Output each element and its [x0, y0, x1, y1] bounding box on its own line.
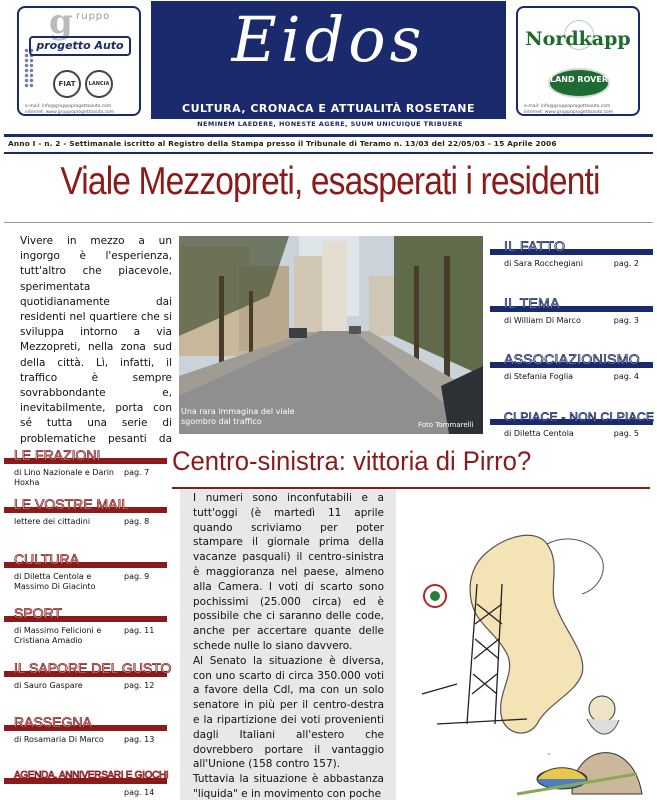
section-title: RASSEGNA: [14, 714, 92, 730]
progetto-auto-logo: progetto Auto: [29, 36, 131, 56]
section-page: pag. 4: [613, 372, 639, 381]
section-title: ASSOCIAZIONISMO: [504, 351, 640, 367]
gruppo-logo-word: ruppo: [76, 11, 111, 22]
index-left-item[interactable]: [4, 714, 167, 758]
article-paragraph: Al Senato la situazione è diversa, con uno scarto di circa 350.000 voti a favore della Cdl, ma con un solo senatore in più per il centro-destra e la ripartizione dei voti provenienti dagli Italiani all'estero che dovrebbero portare il vantaggio all'Unione (158 contro 157).: [193, 654, 384, 771]
issue-line: Anno I - n. 2 - Settimanale iscritto al Registro della Stampa presso il Tribunale di Teramo n. 13/03 del 22/05/03 - 15 Aprile 2006: [8, 139, 557, 148]
section-page: pag. 2: [613, 259, 639, 268]
section-title: AGENDA, ANNIVERSARI E GIOCHI: [14, 770, 169, 781]
rule-bottom: [4, 152, 653, 154]
section-page: pag. 3: [613, 316, 639, 325]
section-author: di Massimo Felicioni e Cristiana Amadio: [14, 626, 102, 645]
index-left-item[interactable]: [4, 496, 167, 540]
section-page: pag. 7: [124, 468, 150, 477]
photo-caption: Una rara immagina del viale sgombro dal traffico: [181, 407, 295, 426]
section-page: pag. 12: [124, 681, 155, 690]
main-headline: Viale Mezzopreti, esasperati i residenti: [60, 160, 600, 203]
section-author: di Diletta Centola: [504, 429, 574, 438]
article-paragraph: I numeri sono inconfutabili e a tutt'oggi (è martedì 11 aprile quando scriviamo per poter stampare il giornale prima della vacanze pasquali) il centro-sinistra è maggioranza nel paese, almeno alla Camera. I voti di scarto sono pochissimi (25.000 circa) ed è possibile che ci saranno delle code, anche per accertare quante delle schede nulle lo siano davvero.: [193, 492, 384, 652]
section-author: di Diletta Centola e Massimo Di Giacinto: [14, 572, 96, 591]
section-title: IL FATTO: [504, 238, 566, 254]
article-headline: Centro-sinistra: vittoria di Pirro?: [172, 446, 532, 476]
cartoon-drawing: [397, 494, 654, 800]
article-paragraph: Tuttavia la situazione è abbastanza "liquida" e in movimento con poche: [193, 773, 384, 800]
section-title: IL TEMA: [504, 295, 560, 311]
political-cartoon-illustration: [397, 494, 654, 800]
index-left-item[interactable]: [4, 551, 167, 595]
ad-email: e-mail: info@gruppoprogettoauto.com: [524, 104, 611, 109]
land-rover-logo: LAND ROVER: [548, 68, 610, 98]
ad-gruppo-progetto-auto: [17, 6, 141, 116]
ad-email: e-mail: info@gruppoprogettoauto.com: [25, 104, 112, 109]
rule-top: [4, 134, 653, 137]
newspaper-title: Eidos: [231, 3, 426, 76]
section-author: di Sauro Gaspare: [14, 681, 83, 690]
section-page: pag. 9: [124, 572, 150, 581]
section-title: CULTURA: [14, 551, 80, 567]
index-right-item[interactable]: [490, 238, 653, 282]
photo-credit: Foto Tommarelli: [418, 421, 474, 429]
index-right-item[interactable]: [490, 295, 653, 339]
ad-website: internet: www.gruppoprogettoauto.com: [25, 110, 115, 115]
ad-nordkapp: [516, 6, 640, 116]
section-author: di Sara Rocchegiani: [504, 259, 583, 268]
section-author: di William Di Marco: [504, 316, 581, 325]
index-left-item[interactable]: [4, 447, 167, 491]
section-title: LE FRAZIONI: [14, 447, 101, 463]
svg-text:~: ~: [547, 752, 552, 758]
masthead-title-box: [151, 1, 506, 119]
section-title: LE VOSTRE MAIL: [14, 496, 130, 512]
section-page: pag. 8: [124, 517, 150, 526]
section-author: di Lino Nazionale e Darin Hoxha: [14, 468, 115, 487]
section-page: pag. 5: [613, 429, 639, 438]
article-body: [180, 489, 396, 800]
index-right-item[interactable]: [490, 351, 653, 395]
index-left-item[interactable]: [4, 605, 167, 649]
gruppo-logo-letter: g: [49, 6, 73, 42]
section-title: IL SAPORE DEL GUSTO: [14, 660, 172, 676]
dots-decoration: [24, 48, 34, 88]
section-author: di Rosamaria Di Marco: [14, 735, 104, 744]
lead-article-text: Vivere in mezzo a un ingorgo è l'esperienza, tutt'altro che piacevole, sperimentata quotidianamente dai residenti nel quartiere che si sviluppa intorno a via Mezzopreti, nella zona sud della città. Lì, infatti, il traffico è sempre sovrabbondante e, inevitabilmente, porta con sé tutta una serie di problematiche pesanti da: [20, 235, 172, 445]
index-left-item[interactable]: [4, 767, 167, 800]
index-left-item[interactable]: [4, 660, 172, 704]
ad-website: internet: www.gruppoprogettoauto.com: [524, 110, 614, 115]
section-title: SPORT: [14, 605, 62, 621]
street-photo-illustration: [179, 236, 483, 434]
section-title: CI PIACE - NON CI PIACE: [504, 410, 655, 424]
motto: NEMINEM LAEDERE, HONESTE AGERE, SUUM UNICUIQUE TRIBUERE: [197, 120, 463, 128]
headline-rule: [4, 222, 653, 223]
nordkapp-logo: Nordkapp: [525, 28, 631, 50]
section-author: lettere dei cittadini: [14, 517, 91, 526]
section-page: pag. 11: [124, 626, 155, 635]
fiat-badge-icon: FIAT: [53, 70, 81, 98]
street-photo: [179, 236, 483, 434]
section-author: di Stefania Foglia: [504, 372, 574, 381]
section-page: pag. 14: [124, 788, 155, 797]
lancia-badge-icon: LANCIA: [85, 70, 113, 98]
section-page: pag. 13: [124, 735, 155, 744]
tagline: CULTURA, CRONACA E ATTUALITÀ ROSETANE: [182, 102, 475, 115]
